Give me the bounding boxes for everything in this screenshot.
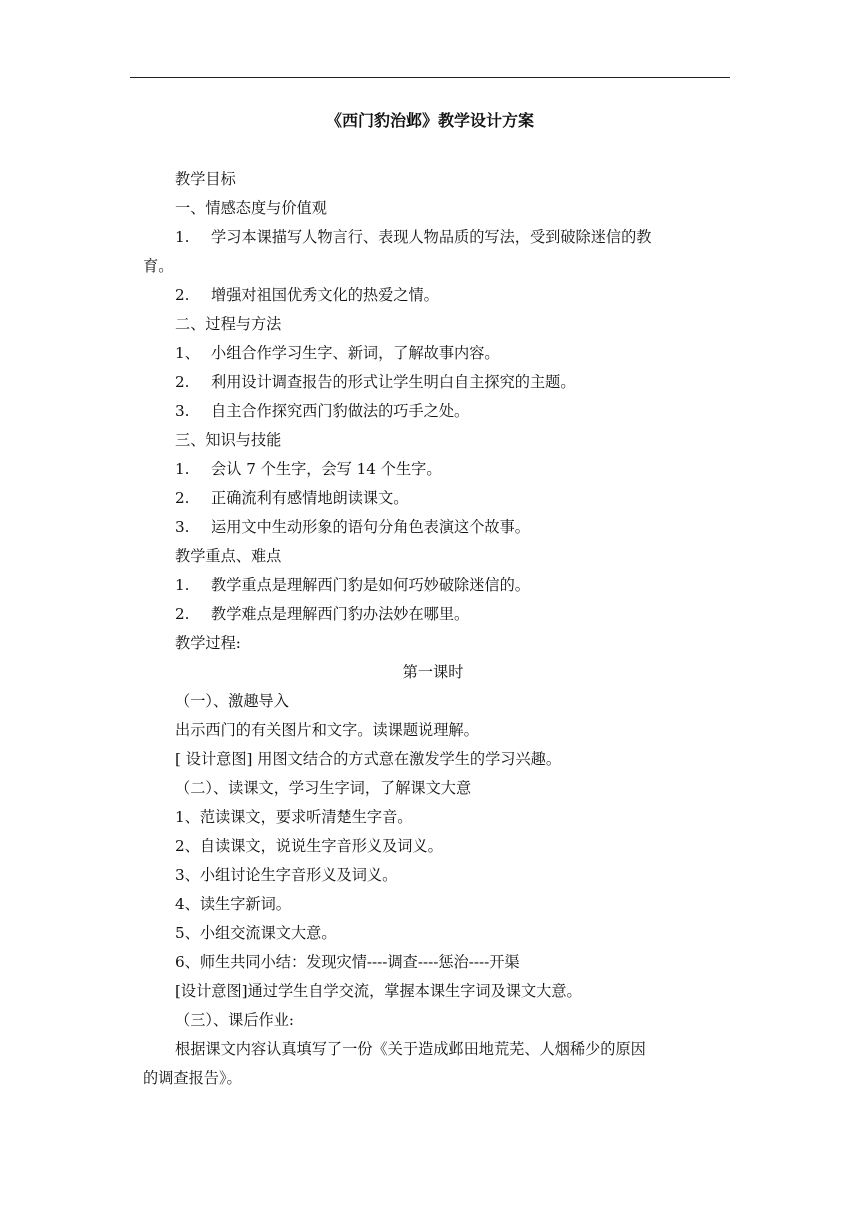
part-heading: （三）、课后作业: (175, 1011, 295, 1029)
part-heading: （一）、激趣导入 (175, 692, 289, 710)
list-item (143, 455, 723, 484)
item-number: 2. (175, 373, 190, 391)
paragraph: 根据课文内容认真填写了一份《关于造成邺田地荒芜、人烟稀少的原因 (175, 1040, 646, 1058)
item-text: 教学重点是理解西门豹是如何巧妙破除迷信的。 (211, 576, 530, 594)
section-heading: 二、过程与方法 (175, 315, 282, 333)
item-number: 1. (175, 460, 190, 478)
list-item (143, 571, 723, 600)
lesson-title: 第一课时 (402, 663, 464, 681)
step-item: 5、小组交流课文大意。 (175, 924, 337, 942)
section-heading: 教学重点、难点 (175, 547, 282, 565)
item-number: 2. (175, 605, 190, 623)
list-item (143, 281, 723, 310)
list-item (143, 513, 723, 542)
item-text: 小组合作学习生字、新词，了解故事内容。 (211, 344, 500, 362)
paragraph: 出示西门的有关图片和文字。读课题说理解。 (175, 721, 479, 739)
goals-heading: 教学目标 (175, 170, 236, 188)
section-heading: 教学过程: (175, 634, 241, 652)
list-item (143, 484, 723, 513)
list-item (143, 600, 723, 629)
item-text: 正确流利有感情地朗读课文。 (211, 489, 409, 507)
item-continuation: 育。 (143, 257, 174, 275)
document-body (143, 165, 723, 1093)
item-number: 1. (175, 576, 190, 594)
list-item (143, 339, 723, 368)
list-item (143, 397, 723, 426)
list-item (143, 223, 723, 252)
item-text: 利用设计调查报告的形式让学生明白自主探究的主题。 (211, 373, 576, 391)
item-text: 会认 7 个生字，会写 14 个生字。 (211, 460, 442, 478)
list-item (143, 368, 723, 397)
document-title: 《西门豹治邺》教学设计方案 (325, 111, 534, 130)
item-text: 自主合作探究西门豹做法的巧手之处。 (211, 402, 470, 420)
step-item: 6、师生共同小结：发现灾情----调查----惩治----开渠 (175, 953, 520, 971)
section-heading: 三、知识与技能 (175, 431, 282, 449)
item-number: 1. (175, 228, 190, 246)
item-number: 2. (175, 286, 190, 304)
step-item: 1、范读课文，要求听清楚生字音。 (175, 808, 413, 826)
item-text: 教学难点是理解西门豹办法妙在哪里。 (211, 605, 470, 623)
part-heading: （二）、读课文，学习生字词，了解课文大意 (175, 779, 472, 797)
item-text: 增强对祖国优秀文化的热爱之情。 (211, 286, 439, 304)
item-number: 1、 (175, 344, 200, 362)
item-number: 2. (175, 489, 190, 507)
design-note: [ 设计意图] 用图文结合的方式意在激发学生的学习兴趣。 (175, 750, 562, 768)
item-text: 学习本课描写人物言行、表现人物品质的写法，受到破除迷信的教 (211, 228, 652, 246)
step-item: 2、自读课文，说说生字音形义及词义。 (175, 837, 443, 855)
item-number: 3. (175, 402, 190, 420)
step-item: 3、小组讨论生字音形义及词义。 (175, 866, 398, 884)
item-number: 3. (175, 518, 190, 536)
paragraph-continuation: 的调查报告》。 (143, 1069, 242, 1087)
design-note: [设计意图]通过学生自学交流，掌握本课生字词及课文大意。 (175, 982, 582, 1000)
section-heading: 一、情感态度与价值观 (175, 199, 327, 217)
item-text: 运用文中生动形象的语句分角色表演这个故事。 (211, 518, 530, 536)
header-rule (130, 77, 730, 78)
step-item: 4、读生字新词。 (175, 895, 291, 913)
